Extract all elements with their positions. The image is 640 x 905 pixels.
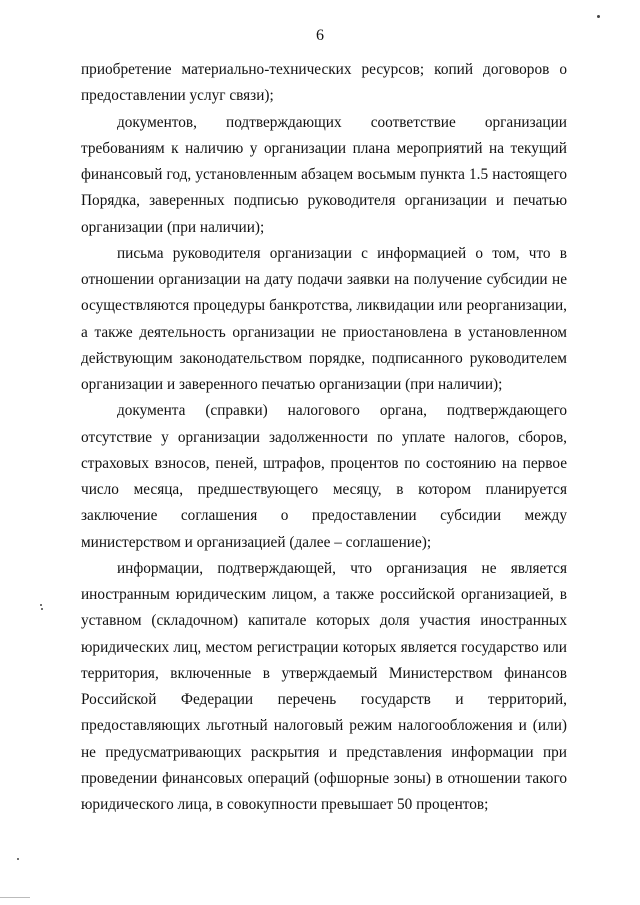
- document-body: [81, 57, 567, 818]
- paragraph-letter-bankruptcy: письма руководителя организации с информацией о том, что в отношении организации на дату подачи заявки на получение субсидии не осуществляются процедуры банкротства, ликвидации или реорганизации, а также деятельность организации не приостановлена в установленном действующим законодательством порядке, подписанного руководителем организации и заверенного печатью организации (при наличии);: [81, 244, 567, 393]
- paragraph-documents-plan: документов, подтверждающих соответствие организации требованиям к наличию у организации плана мероприятий на текущий финансовый год, установленным абзацем восьмым пункта 1.5 настоящего Порядка, заверенных подписью руководителя организации и печатью организации (при наличии);: [81, 113, 567, 236]
- scan-speck: [40, 604, 42, 606]
- scan-speck: [41, 608, 43, 610]
- page-number: 6: [316, 27, 324, 44]
- scan-speck: [17, 858, 19, 860]
- paragraph-foreign-entity: информации, подтверждающей, что организация не является иностранным юридическим лицом, а также российской организацией, в уставном (складочном) капитале которых доля участия иностранных юридических лиц, местом регистрации которых является государство или территория, включенные в утверждаемый Министерством финансов Российской Федерации перечень государств и территорий, предоставляющих льготный налоговый режим налогообложения и (или) не предусматривающих раскрытия и представления информации при проведении финансовых операций (офшорные зоны) в отношении такого юридического лица, в совокупности превышает 50 процентов;: [81, 559, 567, 813]
- scan-edge-line: [0, 897, 30, 898]
- scan-speck: [597, 15, 600, 18]
- paragraph-tax-certificate: документа (справки) налогового органа, подтверждающего отсутствие у организации задолженности по уплате налогов, сборов, страховых взносов, пеней, штрафов, процентов по состоянию на первое число месяца, предшествующего месяцу, в котором планируется заключение соглашения о предоставлении субсидии между министерством и организацией (далее – соглашение);: [81, 402, 567, 551]
- paragraph-continuation: приобретение материально-технических ресурсов; копий договоров о предоставлении услуг связи);: [81, 61, 567, 105]
